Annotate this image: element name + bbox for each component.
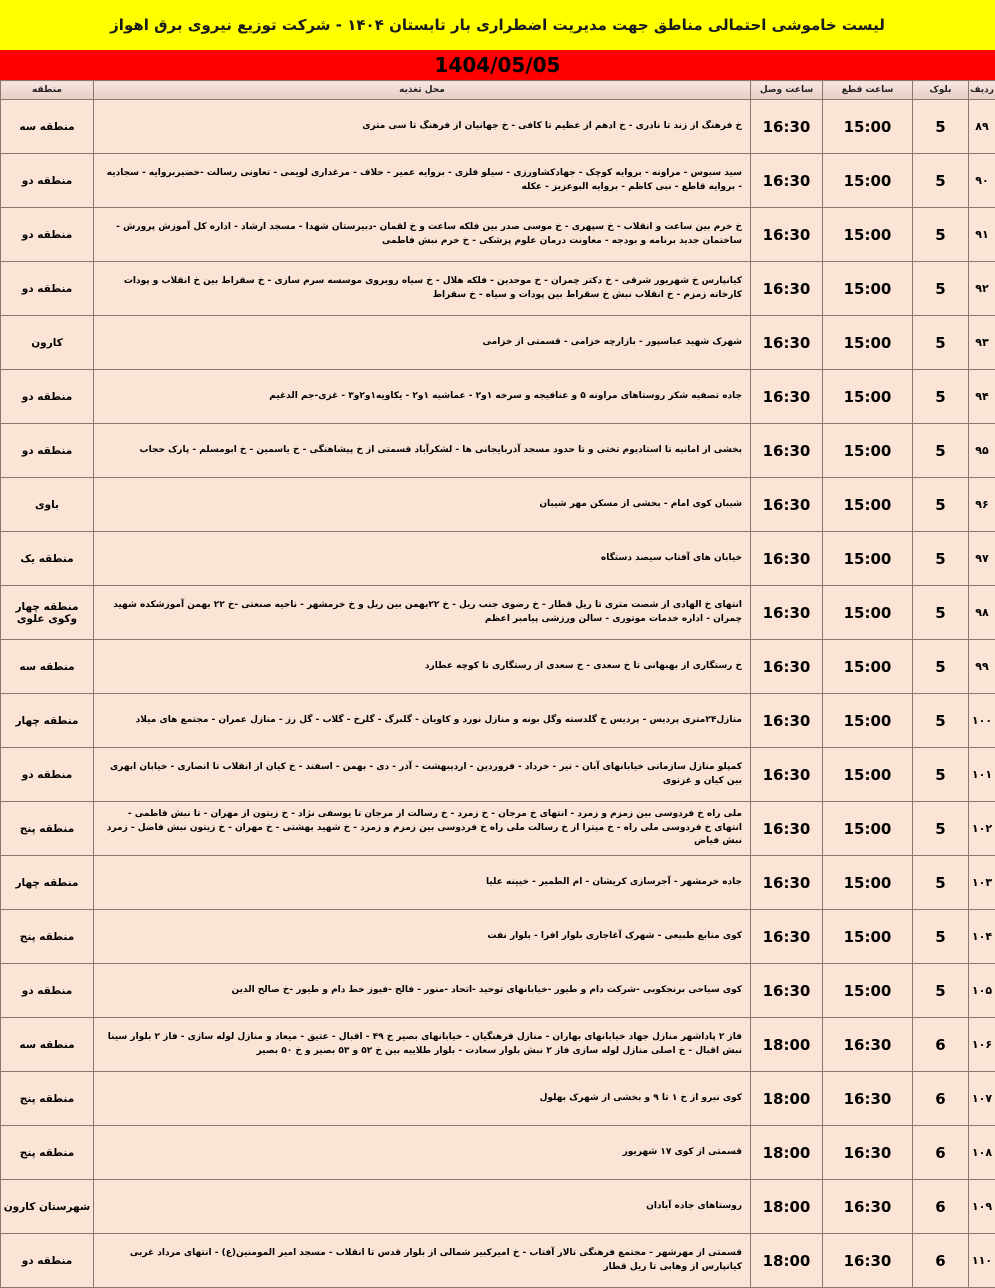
reconnect-time-cell: 16:30 (751, 964, 823, 1018)
cut-time-cell: 15:00 (823, 748, 913, 802)
block-cell: 5 (913, 208, 969, 262)
block-cell: 5 (913, 532, 969, 586)
block-cell: 5 (913, 424, 969, 478)
location-cell: روستاهای جاده آبادان (94, 1180, 751, 1234)
reconnect-time-cell: 18:00 (751, 1234, 823, 1288)
row-number-cell: ۸۹ (969, 100, 995, 154)
location-cell: سید سبوس - مراونه - بروایه کوچک - جهادکشاورزی - سیلو فلزی - بروایه عمیر - حلاف - مرغداری لویمی - تعاونی رسالت -خضیربروایه - سجادیه - بروایه قاطع - نبی کاظم - بروایه البوعزیز - عکله (94, 154, 751, 208)
row-number-cell: ۱۱۰ (969, 1234, 995, 1288)
row-number-cell: ۹۵ (969, 424, 995, 478)
row-number-cell: ۹۷ (969, 532, 995, 586)
reconnect-time-cell: 16:30 (751, 208, 823, 262)
reconnect-time-cell: 16:30 (751, 910, 823, 964)
row-number-cell: ۱۰۱ (969, 748, 995, 802)
table-row (1, 262, 995, 316)
cut-time-cell: 15:00 (823, 694, 913, 748)
location-cell: کوی نیرو از خ ۱ تا ۹ و بخشی از شهرک بهلول (94, 1072, 751, 1126)
reconnect-time-cell: 16:30 (751, 640, 823, 694)
row-number-cell: ۹۳ (969, 316, 995, 370)
location-cell: ملی راه خ فردوسی بین زمزم و زمرد - انتهای خ مرجان - خ زمرد - خ رسالت از مرجان تا یوسفی نژاد - خ زیتون از مهران - تا نبش فاطمی - انتهای خ فردوسی ملی راه - خ میترا از خ رسالت ملی راه خ فردوسی بین زمزم و زمرد - خ شهید بهشتی - خ مهران - خ زیتون نبش فاضل - زمرد نبش فیاض (94, 802, 751, 856)
cut-time-cell: 15:00 (823, 802, 913, 856)
row-number-cell: ۱۰۳ (969, 856, 995, 910)
region-cell: منطقه چهار وکوی علوی (1, 586, 94, 640)
region-cell: منطقه پنج (1, 910, 94, 964)
region-cell: منطقه پنج (1, 1072, 94, 1126)
row-number-cell: ۹۰ (969, 154, 995, 208)
reconnect-time-cell: 16:30 (751, 100, 823, 154)
location-cell: قسمتی از کوی ۱۷ شهریور (94, 1126, 751, 1180)
column-header-block: بلوک (913, 81, 969, 100)
region-cell: منطقه پنج (1, 1126, 94, 1180)
location-cell: فاز ۲ پاداشهر منازل جهاد خیابانهای بهاران - منازل فرهنگیان - خیابانهای بصیر خ ۴۹ - اقبال - عتیق - میعاد و منازل لوله سازی - فاز ۲ بلوار سینا نبش اقبال - خ اصلی منازل لوله سازی فاز ۲ نبش بلوار سعادت - بلوار طلاییه بین خ ۵۲ و ۵۳ بصیر و خ ۵۰ بصیر (94, 1018, 751, 1072)
location-cell: شیبان کوی امام - بخشی از مسکن مهر شیبان (94, 478, 751, 532)
cut-time-cell: 15:00 (823, 424, 913, 478)
block-cell: 5 (913, 802, 969, 856)
block-cell: 6 (913, 1180, 969, 1234)
region-cell: منطقه دو (1, 748, 94, 802)
cut-time-cell: 15:00 (823, 262, 913, 316)
row-number-cell: ۱۰۵ (969, 964, 995, 1018)
table-row (1, 1126, 995, 1180)
location-cell: خ فرهنگ از زند تا نادری - خ ادهم از عظیم تا کافی - خ جهانیان از فرهنگ تا سی متری (94, 100, 751, 154)
block-cell: 5 (913, 748, 969, 802)
block-cell: 6 (913, 1072, 969, 1126)
table-row (1, 856, 995, 910)
block-cell: 5 (913, 100, 969, 154)
row-number-cell: ۹۱ (969, 208, 995, 262)
region-cell: منطقه چهار (1, 856, 94, 910)
table-row (1, 478, 995, 532)
cut-time-cell: 16:30 (823, 1180, 913, 1234)
block-cell: 5 (913, 370, 969, 424)
region-cell: منطقه دو (1, 424, 94, 478)
cut-time-cell: 15:00 (823, 478, 913, 532)
column-header-cut-time: ساعت قطع (823, 81, 913, 100)
table-row (1, 964, 995, 1018)
table-row (1, 154, 995, 208)
row-number-cell: ۱۰۶ (969, 1018, 995, 1072)
block-cell: 5 (913, 262, 969, 316)
block-cell: 5 (913, 694, 969, 748)
table-row (1, 694, 995, 748)
reconnect-time-cell: 16:30 (751, 856, 823, 910)
table-row (1, 208, 995, 262)
block-cell: 5 (913, 154, 969, 208)
cut-time-cell: 15:00 (823, 856, 913, 910)
cut-time-cell: 15:00 (823, 208, 913, 262)
cut-time-cell: 15:00 (823, 910, 913, 964)
date-banner: 1404/05/05 (0, 50, 995, 80)
row-number-cell: ۱۰۷ (969, 1072, 995, 1126)
cut-time-cell: 16:30 (823, 1126, 913, 1180)
row-number-cell: ۱۰۰ (969, 694, 995, 748)
location-cell: کوی سیاحی برنجکوبی -شرکت دام و طیور -خیابانهای توحید -اتحاد -منور - فالح -فیوز خط دام و طیور -خ صالح الدین (94, 964, 751, 1018)
location-cell: کیانپارس خ شهریور شرقی - خ دکتر چمران - خ موحدین - فلکه هلال - خ سیاه روبروی موسسه سرم سازی - خ سقراط بین خ انقلاب و پودات کارخانه زمزم - خ انقلاب نبش خ سقراط بین پودات و سیاه - خ سقراط (94, 262, 751, 316)
cut-time-cell: 15:00 (823, 370, 913, 424)
outage-table (0, 80, 995, 1288)
document-title: لیست خاموشی احتمالی مناطق جهت مدیریت اضطراری بار تابستان ۱۴۰۴ - شرکت توزیع نیروی برق اهواز (0, 0, 995, 51)
table-row (1, 640, 995, 694)
table-row (1, 1018, 995, 1072)
region-cell: منطقه دو (1, 262, 94, 316)
cut-time-cell: 16:30 (823, 1072, 913, 1126)
reconnect-time-cell: 18:00 (751, 1018, 823, 1072)
location-cell: بخشی از امانیه تا استادیوم تختی و تا حدود مسجد آذربایجانی ها - لشکرآباد قسمتی از خ پیشاهنگی - خ یاسمین - خ ابومسلم - پارک حجاب (94, 424, 751, 478)
column-header-region: منطقه (1, 81, 94, 100)
column-header-reconnect-time: ساعت وصل (751, 81, 823, 100)
table-row (1, 586, 995, 640)
region-cell: منطقه سه (1, 640, 94, 694)
location-cell: انتهای خ الهادی از شصت متری تا ریل قطار - خ رضوی جنب ریل - خ ۲۲بهمن بین ریل و خ خرمشهر - ناحیه صنعتی -خ ۲۲ بهمن آموزشکده شهید چمران - اداره خدمات موتوری - سالن ورزشی پیامبر اعظم (94, 586, 751, 640)
location-cell: منازل۲۴متری پردیس - پردیس خ گلدسته وگل بونه و منازل نورد و کاویان - گلبرگ - گلرخ - گلاب - گل رز - منازل عمران - مجتمع های میلاد (94, 694, 751, 748)
reconnect-time-cell: 16:30 (751, 262, 823, 316)
cut-time-cell: 15:00 (823, 532, 913, 586)
table-row (1, 1072, 995, 1126)
reconnect-time-cell: 16:30 (751, 802, 823, 856)
reconnect-time-cell: 16:30 (751, 586, 823, 640)
row-number-cell: ۹۹ (969, 640, 995, 694)
row-number-cell: ۱۰۹ (969, 1180, 995, 1234)
region-cell: منطقه دو (1, 370, 94, 424)
row-number-cell: ۹۴ (969, 370, 995, 424)
region-cell: منطقه دو (1, 208, 94, 262)
reconnect-time-cell: 18:00 (751, 1072, 823, 1126)
location-cell: خ رستگاری از بهبهانی تا خ سعدی - خ سعدی از رستگاری تا کوچه عطارد (94, 640, 751, 694)
region-cell: منطقه یک (1, 532, 94, 586)
region-cell: باوی (1, 478, 94, 532)
region-cell: منطقه دو (1, 964, 94, 1018)
table-row (1, 532, 995, 586)
region-cell: منطقه چهار (1, 694, 94, 748)
cut-time-cell: 15:00 (823, 100, 913, 154)
table-row (1, 424, 995, 478)
reconnect-time-cell: 18:00 (751, 1180, 823, 1234)
reconnect-time-cell: 16:30 (751, 154, 823, 208)
block-cell: 5 (913, 640, 969, 694)
table-row (1, 748, 995, 802)
cut-time-cell: 15:00 (823, 586, 913, 640)
row-number-cell: ۹۲ (969, 262, 995, 316)
reconnect-time-cell: 18:00 (751, 1126, 823, 1180)
column-header-location: محل تغذیه (94, 81, 751, 100)
cut-time-cell: 15:00 (823, 964, 913, 1018)
table-row (1, 370, 995, 424)
block-cell: 6 (913, 1126, 969, 1180)
cut-time-cell: 15:00 (823, 316, 913, 370)
region-cell: شهرستان کارون (1, 1180, 94, 1234)
block-cell: 5 (913, 856, 969, 910)
region-cell: کارون (1, 316, 94, 370)
location-cell: خ خرم بین ساعت و انقلاب - خ سپهری - خ موسی صدر بین فلکه ساعت و خ لقمان -دبیرستان شهدا - مسجد ارشاد - اداره کل آموزش پرورش - ساختمان جدید برنامه و بودجه - معاونت درمان علوم پزشکی - خ خرم نبش فاطمی (94, 208, 751, 262)
table-row (1, 1234, 995, 1288)
row-number-cell: ۱۰۸ (969, 1126, 995, 1180)
block-cell: 5 (913, 586, 969, 640)
table-row (1, 1180, 995, 1234)
block-cell: 5 (913, 316, 969, 370)
location-cell: شهرک شهید عباسپور - بازارچه خزامی - قسمتی از خزامی (94, 316, 751, 370)
block-cell: 5 (913, 964, 969, 1018)
reconnect-time-cell: 16:30 (751, 370, 823, 424)
block-cell: 6 (913, 1018, 969, 1072)
block-cell: 6 (913, 1234, 969, 1288)
cut-time-cell: 16:30 (823, 1234, 913, 1288)
region-cell: منطقه سه (1, 100, 94, 154)
location-cell: خیابان های آفتاب سیصد دستگاه (94, 532, 751, 586)
location-cell: کمپلو منازل سازمانی خیابانهای آبان - تیر - خرداد - فروردین - اردیبهشت - آذر - دی - بهمن - اسفند - خ کیان از انقلاب تا انصاری - خیابان ابهری بین کیان و غزنوی (94, 748, 751, 802)
row-number-cell: ۹۶ (969, 478, 995, 532)
table-row (1, 316, 995, 370)
location-cell: جاده خرمشهر - آجرسازی کریشان - ام الطمیر - خیینه علیا (94, 856, 751, 910)
cut-time-cell: 16:30 (823, 1018, 913, 1072)
region-cell: منطقه دو (1, 154, 94, 208)
reconnect-time-cell: 16:30 (751, 478, 823, 532)
region-cell: منطقه دو (1, 1234, 94, 1288)
table-row (1, 100, 995, 154)
reconnect-time-cell: 16:30 (751, 694, 823, 748)
reconnect-time-cell: 16:30 (751, 316, 823, 370)
cut-time-cell: 15:00 (823, 640, 913, 694)
row-number-cell: ۱۰۲ (969, 802, 995, 856)
row-number-cell: ۹۸ (969, 586, 995, 640)
reconnect-time-cell: 16:30 (751, 748, 823, 802)
location-cell: جاده تصفیه شکر روستاهای مراونه ۵ و عنافیجه و سرخه ۱و۲ - عماشیه ۱و۲ - یکاویه۱و۲و۳ - غزی-جم الدغیم (94, 370, 751, 424)
location-cell: قسمتی از مهرشهر - مجتمع فرهنگی تالار آفتاب - خ امیرکبیر شمالی از بلوار قدس تا انقلاب - مسجد امیر المومنین(ع) - انتهای مرداد غربی کیانپارس از وهابی تا ریل قطار (94, 1234, 751, 1288)
column-header-row-number: ردیف (969, 81, 995, 100)
block-cell: 5 (913, 478, 969, 532)
reconnect-time-cell: 16:30 (751, 532, 823, 586)
region-cell: منطقه سه (1, 1018, 94, 1072)
block-cell: 5 (913, 910, 969, 964)
row-number-cell: ۱۰۴ (969, 910, 995, 964)
location-cell: کوی منابع طبیعی - شهرک آغاجاری بلوار افرا - بلوار نفت (94, 910, 751, 964)
table-header-row (1, 81, 995, 100)
region-cell: منطقه پنج (1, 802, 94, 856)
table-row (1, 910, 995, 964)
cut-time-cell: 15:00 (823, 154, 913, 208)
reconnect-time-cell: 16:30 (751, 424, 823, 478)
table-row (1, 802, 995, 856)
